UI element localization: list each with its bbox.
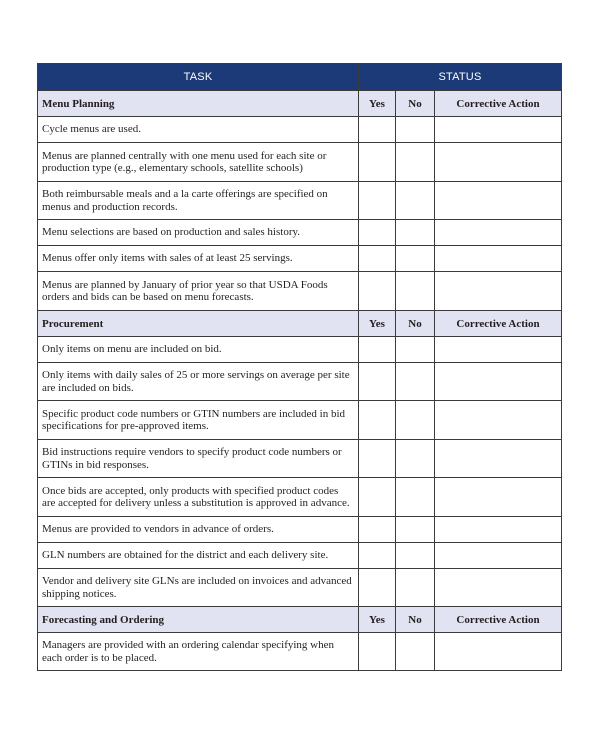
task-text: Only items on menu are included on bid. [38,337,359,363]
yes-cell[interactable] [359,363,396,401]
table-row [38,569,562,607]
section-title: Procurement [38,311,359,337]
no-column-label: No [396,311,435,337]
no-cell[interactable] [396,117,435,143]
task-text: Menus offer only items with sales of at least 25 servings. [38,246,359,272]
task-text: Once bids are accepted, only products with specified product codes are accepted for delivery unless a substitution is approved in advance. [38,478,359,517]
yes-cell[interactable] [359,143,396,182]
task-text: Menus are planned by January of prior year so that USDA Foods orders and bids can be based on menu forecasts. [38,272,359,311]
checklist-table [37,63,562,671]
corrective-action-cell[interactable] [435,182,562,220]
task-text: Bid instructions require vendors to specify product code numbers or GTINs in bid responses. [38,440,359,478]
section-header-forecasting-and-ordering [38,607,562,633]
no-column-label: No [396,607,435,633]
task-text: Cycle menus are used. [38,117,359,143]
yes-cell[interactable] [359,633,396,671]
corrective-action-cell[interactable] [435,143,562,182]
yes-cell[interactable] [359,182,396,220]
corrective-action-cell[interactable] [435,633,562,671]
table-row [38,117,562,143]
table-row [38,440,562,478]
task-text: Only items with daily sales of 25 or more servings on average per site are included on bids. [38,363,359,401]
no-cell[interactable] [396,478,435,517]
no-cell[interactable] [396,143,435,182]
corrective-action-column-label: Corrective Action [435,311,562,337]
no-cell[interactable] [396,363,435,401]
no-cell[interactable] [396,633,435,671]
yes-cell[interactable] [359,478,396,517]
task-text: GLN numbers are obtained for the district and each delivery site. [38,543,359,569]
table-header-row [38,64,562,91]
checklist-document [37,63,561,671]
table-row [38,401,562,440]
task-text: Menu selections are based on production and sales history. [38,220,359,246]
task-text: Menus are provided to vendors in advance of orders. [38,517,359,543]
corrective-action-cell[interactable] [435,272,562,311]
no-cell[interactable] [396,401,435,440]
section-title: Menu Planning [38,91,359,117]
yes-cell[interactable] [359,517,396,543]
no-cell[interactable] [396,272,435,311]
yes-cell[interactable] [359,440,396,478]
yes-cell[interactable] [359,337,396,363]
task-text: Vendor and delivery site GLNs are included on invoices and advanced shipping notices. [38,569,359,607]
yes-cell[interactable] [359,246,396,272]
corrective-action-column-label: Corrective Action [435,91,562,117]
no-cell[interactable] [396,182,435,220]
corrective-action-cell[interactable] [435,401,562,440]
no-cell[interactable] [396,246,435,272]
table-row [38,143,562,182]
table-row [38,478,562,517]
no-column-label: No [396,91,435,117]
table-row [38,633,562,671]
yes-column-label: Yes [359,607,396,633]
task-text: Menus are planned centrally with one menu used for each site or production type (e.g., elementary schools, satellite schools) [38,143,359,182]
task-text: Specific product code numbers or GTIN numbers are included in bid specifications for pre-approved items. [38,401,359,440]
table-row [38,337,562,363]
yes-cell[interactable] [359,543,396,569]
yes-cell[interactable] [359,117,396,143]
table-row [38,543,562,569]
table-row [38,246,562,272]
corrective-action-cell[interactable] [435,337,562,363]
yes-column-label: Yes [359,91,396,117]
no-cell[interactable] [396,440,435,478]
corrective-action-cell[interactable] [435,478,562,517]
corrective-action-cell[interactable] [435,117,562,143]
section-header-menu-planning [38,91,562,117]
yes-cell[interactable] [359,569,396,607]
yes-cell[interactable] [359,220,396,246]
table-row [38,272,562,311]
corrective-action-cell[interactable] [435,246,562,272]
no-cell[interactable] [396,543,435,569]
task-column-header: TASK [38,64,359,91]
table-row [38,182,562,220]
corrective-action-cell[interactable] [435,569,562,607]
table-row [38,220,562,246]
corrective-action-cell[interactable] [435,440,562,478]
no-cell[interactable] [396,337,435,363]
yes-column-label: Yes [359,311,396,337]
table-row [38,517,562,543]
status-column-header: STATUS [359,64,562,91]
task-text: Both reimbursable meals and a la carte offerings are specified on menus and production records. [38,182,359,220]
corrective-action-cell[interactable] [435,220,562,246]
task-text: Managers are provided with an ordering calendar specifying when each order is to be placed. [38,633,359,671]
yes-cell[interactable] [359,401,396,440]
table-row [38,363,562,401]
corrective-action-cell[interactable] [435,517,562,543]
no-cell[interactable] [396,569,435,607]
no-cell[interactable] [396,517,435,543]
section-header-procurement [38,311,562,337]
no-cell[interactable] [396,220,435,246]
section-title: Forecasting and Ordering [38,607,359,633]
yes-cell[interactable] [359,272,396,311]
corrective-action-cell[interactable] [435,363,562,401]
corrective-action-column-label: Corrective Action [435,607,562,633]
corrective-action-cell[interactable] [435,543,562,569]
